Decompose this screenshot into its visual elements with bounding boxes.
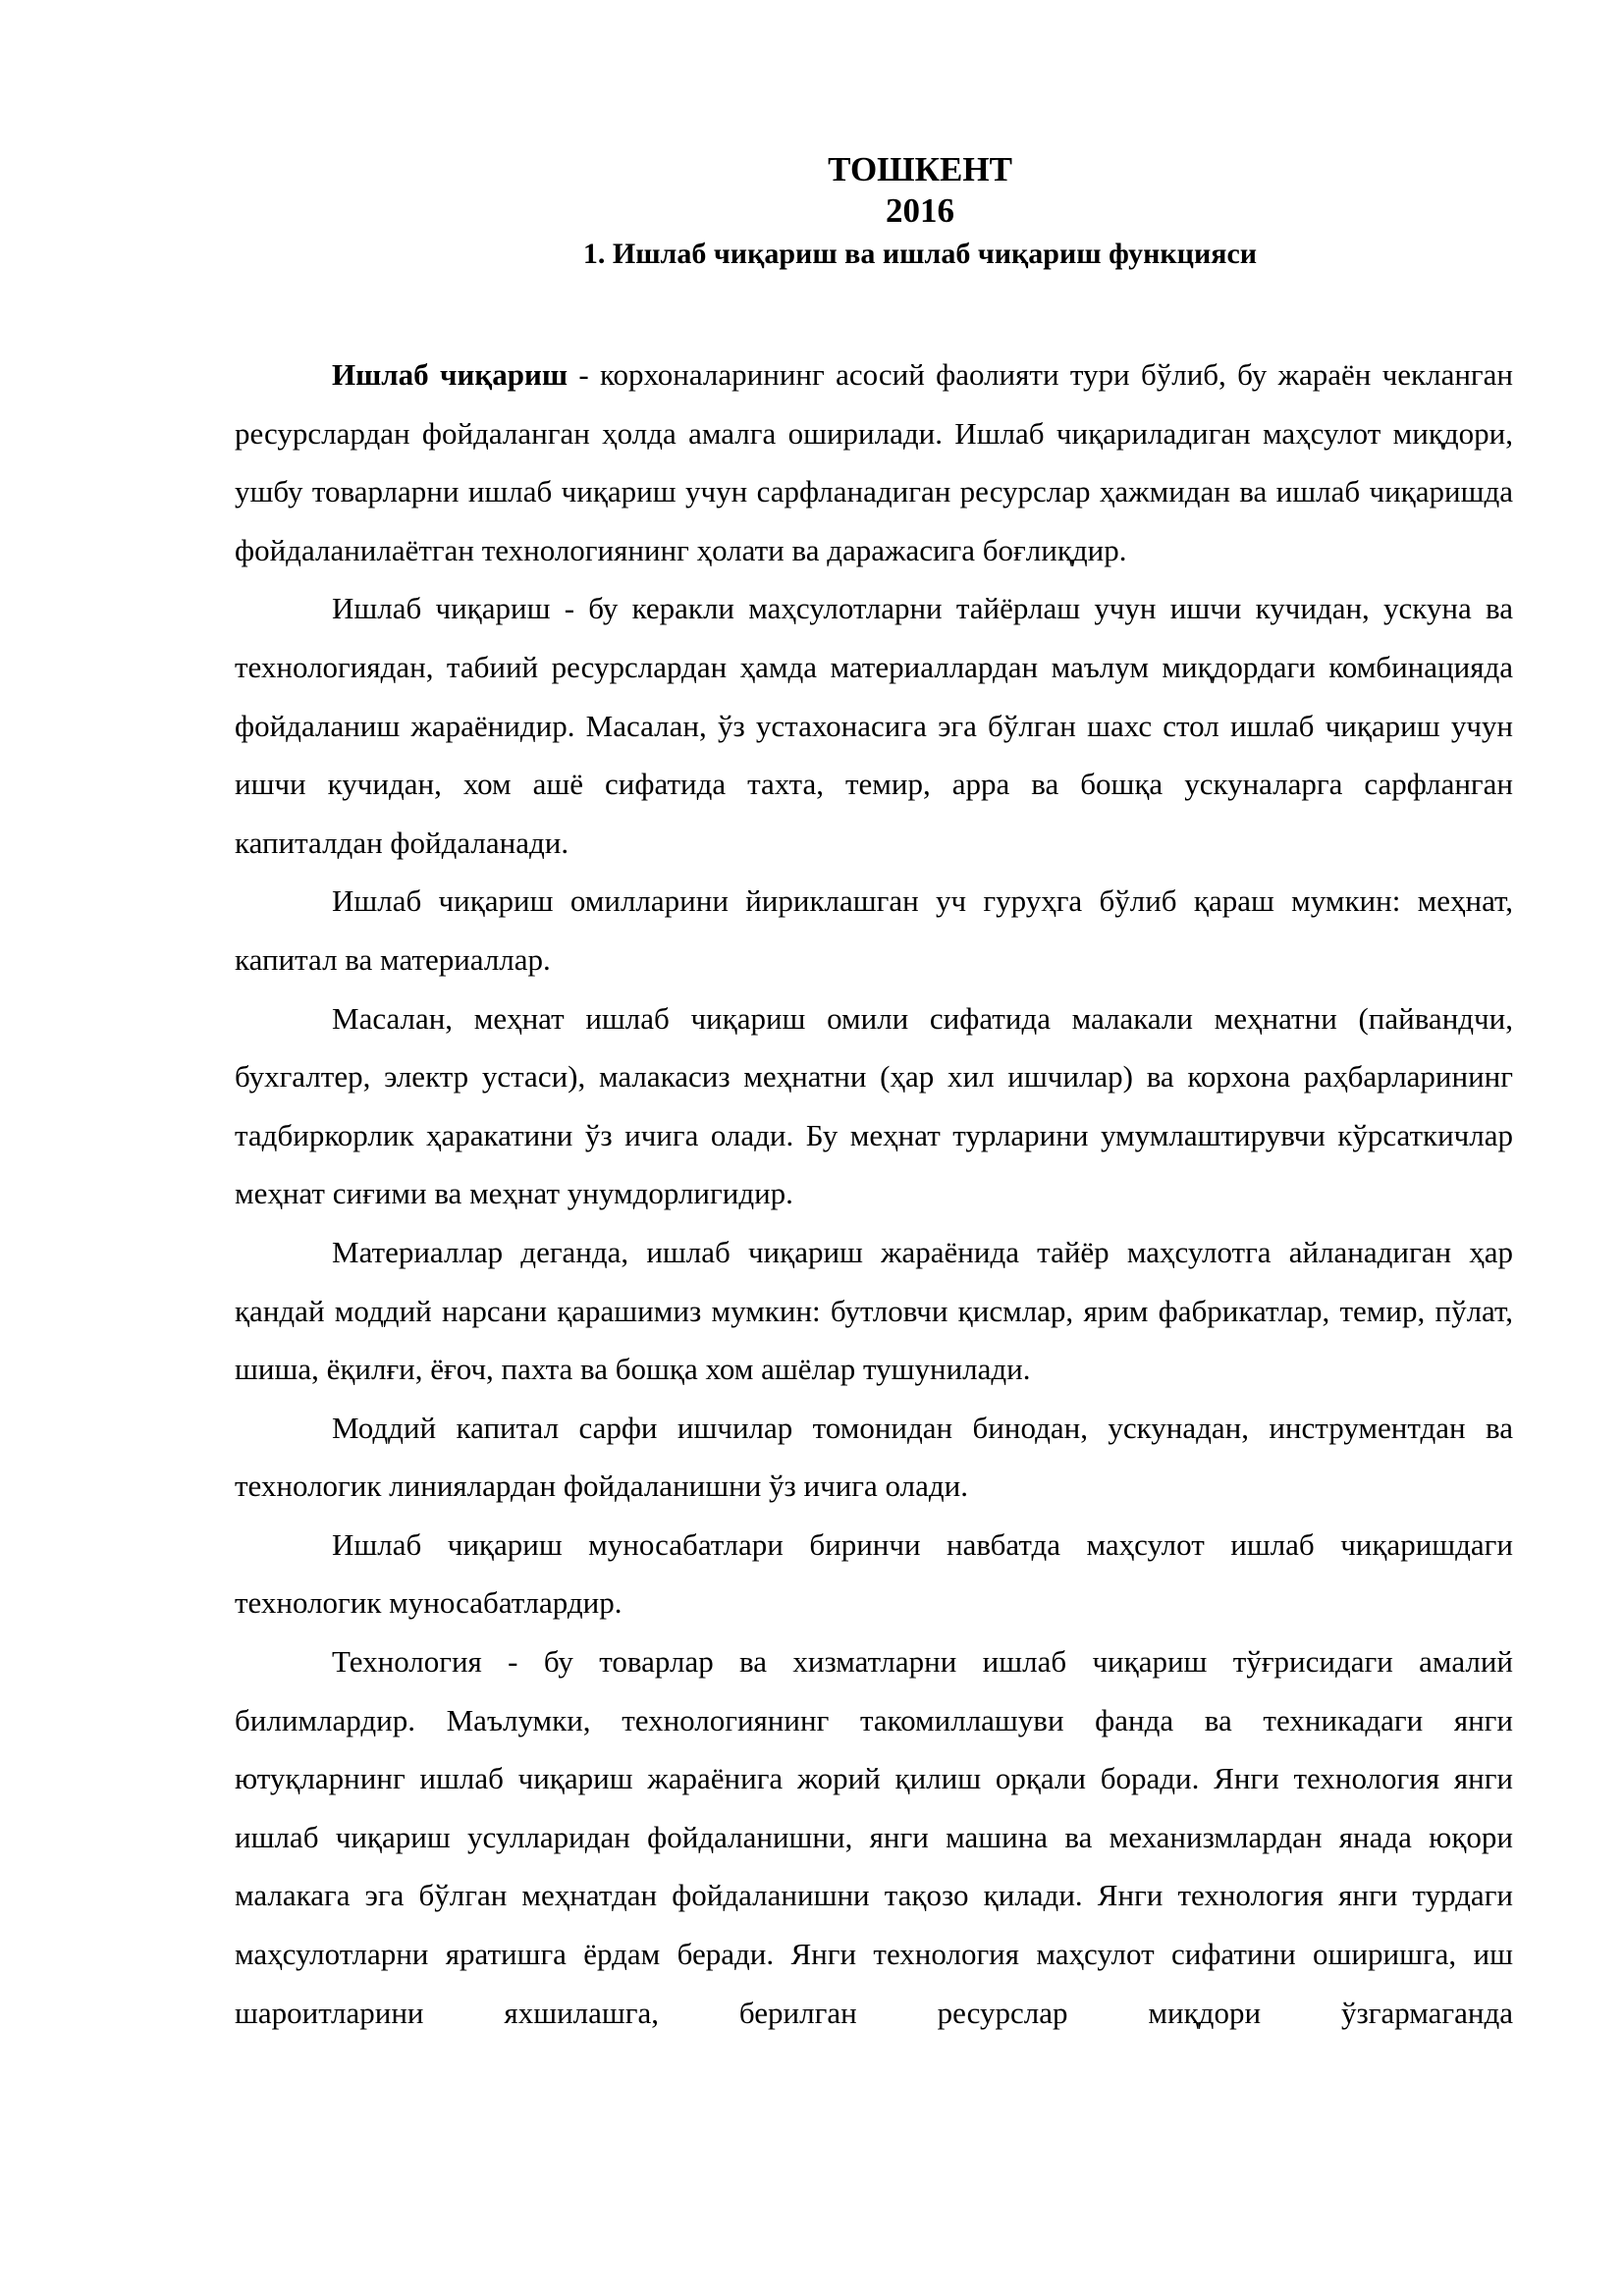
title-block: [0, 149, 1624, 273]
term-production: Ишлаб чиқариш: [332, 357, 568, 392]
paragraph-3: Ишлаб чиқариш омилларини йириклашган уч гуруҳга бўлиб қараш мумкин: меҳнат, капитал ва материаллар.: [235, 883, 1513, 977]
paragraph-1-text: - корхоналарининг асосий фаолияти тури бўлиб, бу жараён чекланган ресурслардан фойдаланган ҳолда амалга оширилади. Ишлаб чиқариладиган маҳсулот миқдори, ушбу товарларни ишлаб чиқариш учун сарфланадиган ресурслар ҳажмидан ва ишлаб чиқаришда фойдаланилаётган технологиянинг ҳолати ва даражасига боғлиқдир.: [235, 357, 1513, 567]
paragraph-2: Ишлаб чиқариш - бу керакли маҳсулотларни тайёрлаш учун ишчи кучидан, ускуна ва технологиядан, табиий ресурслардан ҳамда материаллардан маълум миқдордаги комбинацияда фойдаланиш жараёнидир. Масалан, ўз устахонасига эга бўлган шахс стол ишлаб чиқариш учун ишчи кучидан, хом ашё сифатида тахта, темир, арра ва бошқа ускуналарга сарфланган капиталдан фойдаланади.: [235, 591, 1513, 860]
paragraph-7: Ишлаб чиқариш муносабатлари биринчи навбатда маҳсулот ишлаб чиқаришдаги технологик муносабатлардир.: [235, 1526, 1513, 1621]
body-text: [235, 346, 1513, 2042]
year-heading: 2016: [886, 191, 954, 230]
paragraph-1: [235, 346, 1513, 579]
paragraph-5: Материаллар деганда, ишлаб чиқариш жараёнида тайёр маҳсулотга айланадиган ҳар қандай моддий нарсани қарашимиз мумкин: бутловчи қисмлар, ярим фабрикатлар, темир, пўлат, шиша, ёқилғи, ёғоч, пахта ва бошқа хом ашёлар тушунилади.: [235, 1234, 1513, 1387]
paragraph-8: Технология - бу товарлар ва хизматларни ишлаб чиқариш тўғрисидаги амалий билимлардир. Маълумки, технологиянинг такомиллашуви фанда ва техникадаги янги ютуқларнинг ишлаб чиқариш жараёнига жорий қилиш орқали боради. Янги технология янги ишлаб чиқариш усулларидан фойдаланишни, янги машина ва механизмлардан янада юқори малакага эга бўлган меҳнатдан фойдаланишни тақозо қилади. Янги технология янги турдаги маҳсулотларни яратишга ёрдам беради. Янги технология маҳсулот сифатини оширишга, иш шароитларини яхшилашга, берилган ресурслар миқдори ўзгармаганда: [235, 1644, 1513, 2030]
paragraph-6: Моддий капитал сарфи ишчилар томонидан бинодан, ускунадан, инструментдан ва технологик линиялардан фойдаланишни ўз ичига олади.: [235, 1410, 1513, 1504]
section-title: 1. Ишлаб чиқариш ва ишлаб чиқариш функцияси: [582, 238, 1258, 270]
paragraph-4: Масалан, меҳнат ишлаб чиқариш омили сифатида малакали меҳнатни (пайвандчи, бухгалтер, электр устаси), малакасиз меҳнатни (ҳар хил ишчилар) ва корхона раҳбарларининг тадбиркорлик ҳаракатини ўз ичига олади. Бу меҳнат турларини умумлаштирувчи кўрсаткичлар меҳнат сиғими ва меҳнат унумдорлигидир.: [235, 1000, 1513, 1211]
city-heading: ТОШКЕНТ: [828, 150, 1012, 188]
